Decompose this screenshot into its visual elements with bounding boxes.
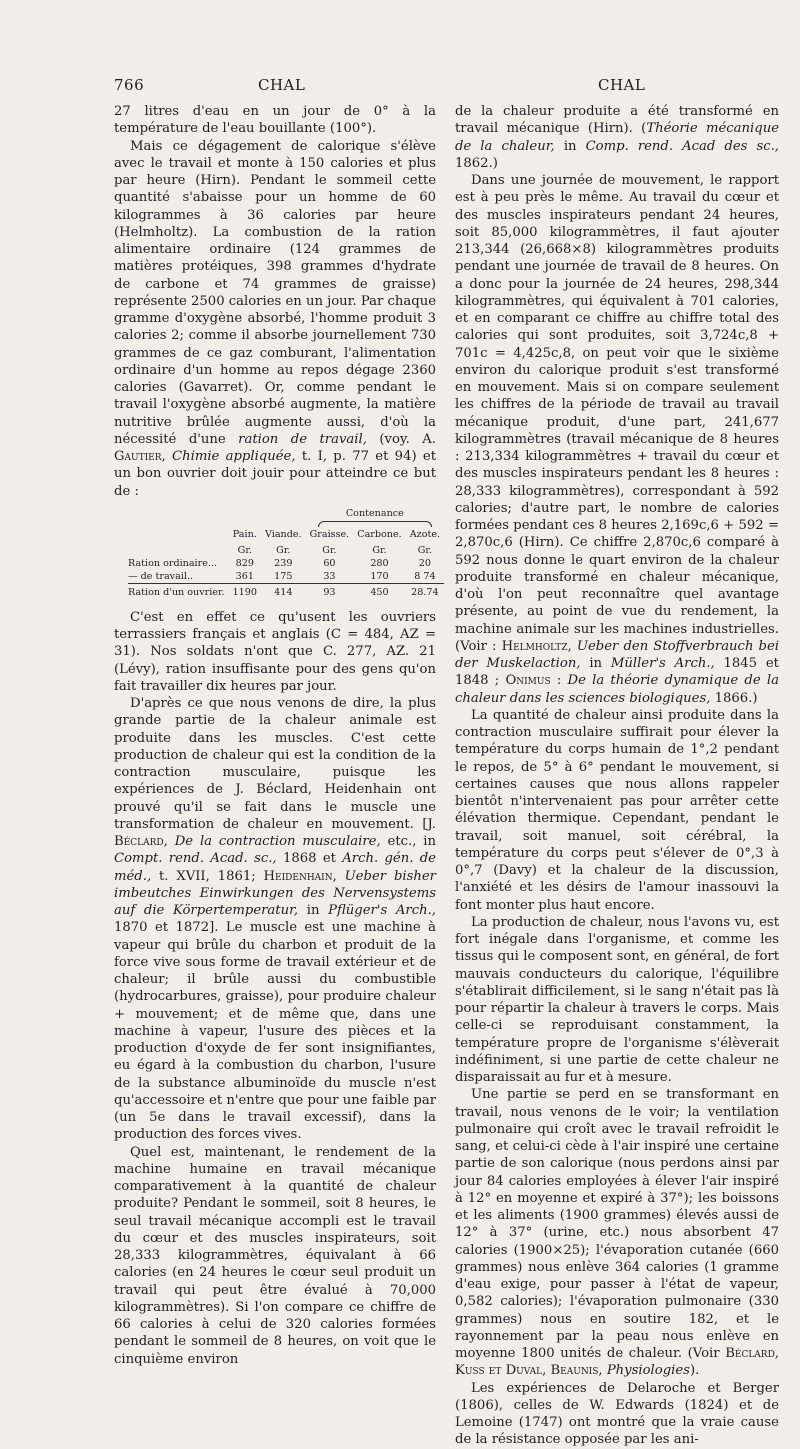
- paragraph: Quel est, maintenant, le rendement de la machine humaine en travail mécanique comparativement à la quantité de chaleur produite? Pendant le sommeil, soit 8 heures, le seul travail mécanique accompli est le travail du cœur et des muscles inspirateurs, soit 28,333 kilogrammètres, équivalant à 66 calories (en 24 heures le cœur seul produit un travail qui peut être évalué à 70,000 kilogrammètres). Si l'on compare ce chiffre de 66 calories à celui de 320 calories formées pendant le sommeil de 8 heures, on voit que le cinquième environ: [114, 1144, 436, 1367]
- row-label: Ration ordinaire...: [128, 557, 218, 569]
- right-column: [455, 103, 779, 1449]
- left-column: [114, 103, 441, 1368]
- table-cell: 93: [306, 583, 354, 599]
- table-cell: 175: [274, 570, 293, 582]
- running-head-left: CHAL: [258, 76, 306, 94]
- running-head-right: CHAL: [598, 76, 646, 94]
- ration-table: [128, 507, 441, 599]
- table-cell: 239: [274, 557, 293, 569]
- table-cell: 28.74: [406, 583, 444, 599]
- table-cell: 280: [370, 557, 389, 569]
- paragraph: Dans une journée de mouvement, le rapport est à peu près le même. Au travail du cœur et des muscles inspirateurs pendant 24 heures, soit 85,000 kilogrammètres, il faut ajouter 213,344 (26,668×8) kilogrammètres produits pendant une journée de travail de 8 heures. On a donc pour la journée de 24 heures, 298,344 kilogrammètres, qui équivalent à 701 calories, et en comparant ce chiffre au chiffre total des calories qui sont produites, soit 3,724c,8 + 701c = 4,425c,8, on peut voir que le sixième environ du calorique produit s'est transformé en mouvement. Mais si on compare seulement les chiffres de la période de travail au travail mécanique produit, d'une part, 241,677 kilogrammètres (travail mécanique de 8 heures : 213,334 kilogrammètres + travail du cœur et des muscles inspirateurs pendant les 8 heures : 28,333 kilogrammètres), correspondant à 592 calories; d'autre part, le nombre de calories formées pendant ces 8 heures 2,169c,6 + 592 = 2,870c,6 (Hirn). Ce chiffre 2,870c,6 comparé à 592 nous donne le quart environ de la chaleur produite transformé en chaleur mécanique, d'où l'on peut reconnaître quel avantage présente, au point de vue du rendement, la machine animale sur les machines industrielles. (Voir : Helmholtz, Ueber den Stoffverbrauch bei der Muskelaction, in Müller's Arch., 1845 et 1848 ; Onimus : De la théorie dynamique de la chaleur dans les sciences biologiques, 1866.): [455, 173, 779, 706]
- table-cell: 8 74: [414, 570, 436, 582]
- paragraph: La production de chaleur, nous l'avons vu, est fort inégale dans l'organisme, et comme les tissus qui le composent sont, en général, de fort mauvais conducteurs du calorique, l'équilibre s'établirait difficilement, si le sang n'était pas là pour répartir la chaleur à travers le corps. Mais celle-ci se reproduisant constamment, la température propre de l'organisme s'élèverait indéfiniment, si une partie de cette chaleur ne disparaissait au fur et à mesure.: [455, 914, 779, 1085]
- table-cell: 361: [235, 570, 254, 582]
- unit-cell: Gr.: [322, 544, 337, 556]
- column-header: Viande.: [265, 528, 302, 540]
- brace: [318, 521, 432, 527]
- row-label: Ration d'un ouvrier.: [128, 583, 229, 599]
- table-cell: 829: [235, 557, 254, 569]
- paragraph: D'après ce que nous venons de dire, la plus grande partie de la chaleur animale est produite dans les muscles. C'est cette production de chaleur qui est la condition de la contraction musculaire, puisque les expériences de J. Béclard, Heidenhain ont prouvé qu'il se fait dans le muscle une transformation de chaleur en mouvement. [J. Béclard, De la contraction musculaire, etc., in Compt. rend. Acad. sc., 1868 et Arch. gén. de méd., t. XVII, 1861; Heidenhain, Ueber bisher imbeutches Einwirkungen des Nervensystems auf die Körpertemperatur, in Pflüger's Arch., 1870 et 1872]. Le muscle est une machine à vapeur qui brûle du charbon et produit de la force vive sous forme de travail extérieur et de chaleur; il brûle aussi du combustible (hydrocarbures, graisse), pour produire chaleur + mouvement; et de même que, dans une machine à vapeur, l'usure des pièces et la production d'oxyde de fer sont insignifiantes, eu égard à la combustion du charbon, l'usure de la substance albuminoïde du muscle n'est qu'accessoire et n'entre que pour une faible par (un 5e dans le travail excessif), dans la production des forces vives.: [114, 696, 436, 1143]
- table-cell: 1190: [229, 583, 261, 599]
- column-header: Carbone.: [357, 528, 402, 540]
- table-cell: 20: [418, 557, 431, 569]
- column-header: Pain.: [232, 528, 257, 540]
- unit-cell: Gr.: [276, 544, 291, 556]
- table-cell: 450: [353, 583, 405, 599]
- column-header: Azote.: [409, 528, 441, 540]
- unit-cell: Gr.: [372, 544, 387, 556]
- paragraph: Une partie se perd en se transformant en travail, nous venons de le voir; la ventilation pulmonaire qui croît avec le travail refroidit le sang, et celui-ci cède à l'air inspiré une certaine partie de son calorique (nous perdons ainsi par jour 84 calories employées à élever l'air inspiré à 12° en moyenne et expiré à 37°); les boissons et les aliments (1900 grammes) élevés aussi de 12° à 37° (urine, etc.) nous absorbent 47 calories (1900×25); l'évaporation cutanée (660 grammes) nous enlève 364 calories (1 gramme d'eau exige, pour passer à l'état de vapeur, 0,582 calories); l'évaporation pulmonaire (330 grammes) nous en soutire 182, et le rayonnement par la peau nous enlève en moyenne 1800 unités de chaleur. (Voir Béclard, Kuss et Duval, Beaunis, Physiologies).: [455, 1087, 779, 1379]
- paragraph: Les expériences de Delaroche et Berger (1806), celles de W. Edwards (1824) et de Lemoine (1747) ont montré que la vraie cause de la résistance opposée par les ani-: [455, 1380, 779, 1448]
- unit-cell: Gr.: [237, 544, 252, 556]
- row-label: — de travail..: [128, 570, 194, 582]
- table-total-row: [128, 583, 444, 599]
- table-cell: 170: [370, 570, 389, 582]
- paragraph: La quantité de chaleur ainsi produite dans la contraction musculaire suffirait pour élever la température du corps humain de 1°,2 pendant le repos, de 5° à 6° pendant le mouvement, si certaines causes que nous allons rappeler bientôt n'intervenaient pas pour arrêter cette élévation thermique. Cependant, pendant le travail, soit manuel, soit cérébral, la température du corps peut s'élever de 0°,3 à 0°,7 (Davy) et la chaleur de la discussion, l'anxiété et les désirs de l'amour inassouvi la font monter plus haut encore.: [455, 707, 779, 913]
- table-cell: 414: [261, 583, 306, 599]
- paragraph: Mais ce dégagement de calorique s'élève avec le travail et monte à 150 calories et plus par heure (Hirn). Pendant le sommeil cette quantité s'abaisse pour un homme de 60 kilogrammes à 36 calories par heure (Helmholtz). La combustion de la ration alimentaire ordinaire (124 grammes de matières protéiques, 398 grammes d'hydrate de carbone et 74 grammes de graisse) représente 2500 calories en un jour. Par chaque gramme d'oxygène absorbé, l'homme produit 3 calories 2; comme il absorbe journellement 730 grammes de ce gaz comburant, l'alimentation ordinaire d'un homme au repos dégage 2360 calories (Gavarret). Or, comme pendant le travail l'oxygène absorbé augmente, la matière nutritive brûlée augmente aussi, d'où la nécessité d'une ration de travail, (voy. A. Gautier, Chimie appliquée, t. I, p. 77 et 94) et un bon ouvrier doit jouir pour atteindre ce but de :: [114, 138, 437, 499]
- paragraph: C'est en effet ce qu'usent les ouvriers terrassiers français et anglais (C = 484, AZ = 31). Nos soldats n'ont que C. 277, AZ. 21 (Lévy), ration insuffisante pour des gens qu'on fait travailler dix heures par jour.: [114, 609, 436, 694]
- table-row: [128, 570, 444, 584]
- column-header: Graisse.: [309, 528, 350, 540]
- page-number: 766: [114, 76, 145, 94]
- paragraph: 27 litres d'eau en un jour de 0° à la température de l'eau bouillante (100°).: [114, 104, 436, 137]
- table-row: [128, 557, 444, 570]
- paragraph: de la chaleur produite a été transformé en travail mécanique (Hirn). (Théorie mécanique de la chaleur, in Comp. rend. Acad des sc., 1862.): [455, 104, 779, 171]
- contenance-label: Contenance: [345, 507, 404, 519]
- unit-cell: Gr.: [417, 544, 433, 556]
- table-cell: 60: [323, 557, 336, 569]
- table-cell: 33: [323, 570, 336, 582]
